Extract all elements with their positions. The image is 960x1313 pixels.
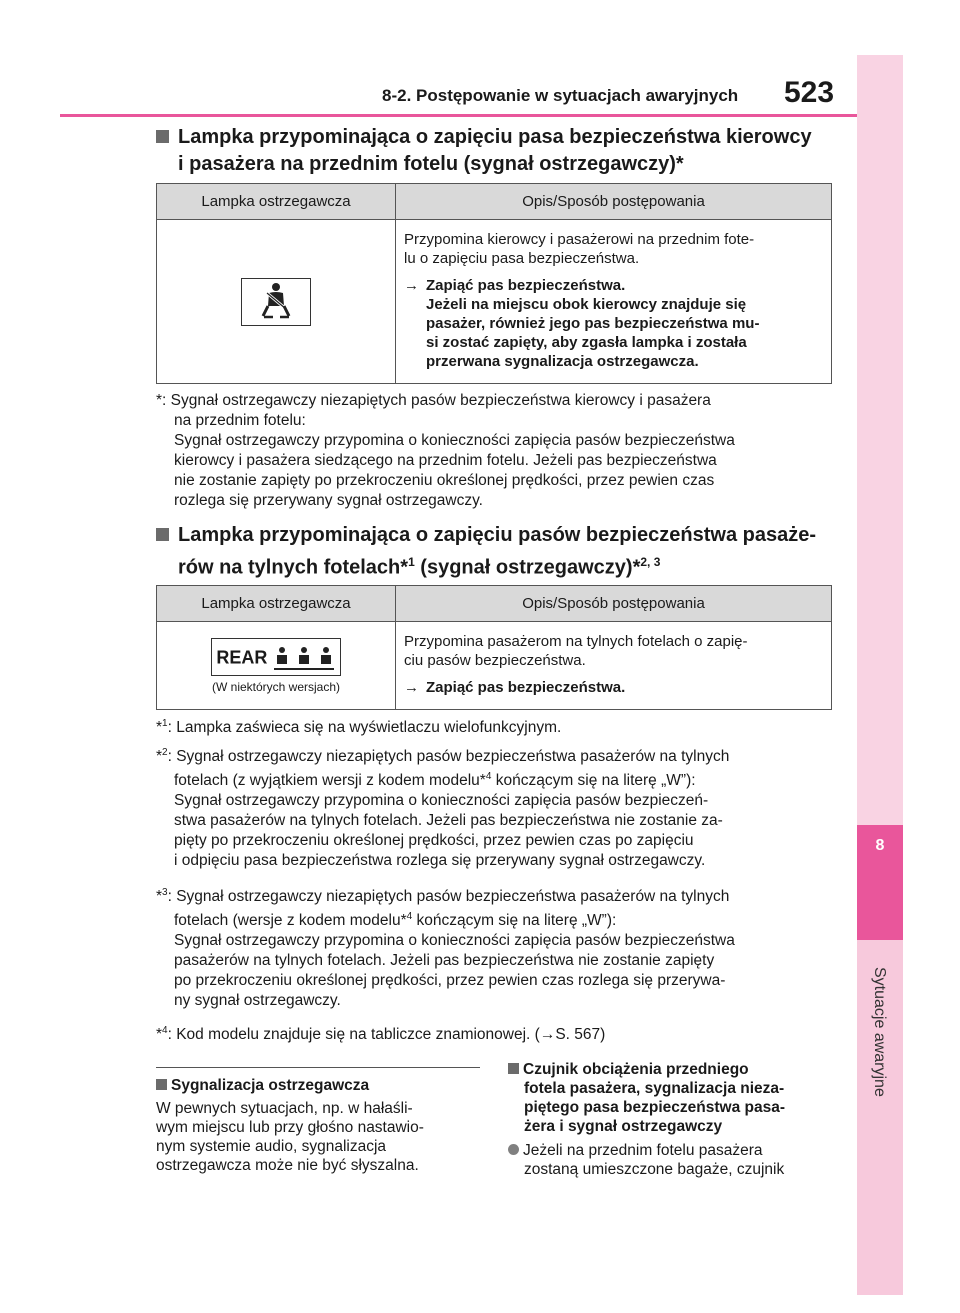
table1-col2-header: Opis/Sposób postępowania (396, 184, 832, 220)
footnote-line: Sygnał ostrzegawczy przypomina o konieczności zapięcia pasów bezpieczeń- (174, 792, 709, 810)
footnote-marker: * (156, 1026, 163, 1044)
footnote-line: Sygnał ostrzegawczy niezapiętych pasów bezpieczeństwa kierowcy i pasażera (170, 392, 711, 409)
section2-title-line1: Lampka przypominająca o zapięciu pasów bezpieczeństwa pasaże- (178, 524, 816, 546)
footnote-ref: 2, 3 (640, 555, 661, 569)
icon-caption: (W niektórych wersjach) (211, 679, 341, 694)
footnote-text: fotelach (z wyjątkiem wersji z kodem modelu* (174, 772, 486, 790)
footnote-1 (156, 714, 832, 738)
note-heading: żera i sygnał ostrzegawczy (524, 1118, 723, 1135)
note-heading: fotela pasażera, sygnalizacja nieza- (524, 1080, 785, 1097)
section1-title-line2: i pasażera na przednim fotelu (sygnał ostrzegawczy)* (178, 153, 684, 175)
warning-table-2 (156, 585, 832, 710)
footnote-text: kończącym się na literę „W”): (412, 912, 617, 930)
footnote-4 (156, 1021, 832, 1045)
table1-action-line: przerwana sygnalizacja ostrzegawcza. (426, 353, 699, 370)
footnote-line: rozlega się przerywany sygnał ostrzegawczy. (174, 492, 483, 509)
table2-description-line: ciu pasów bezpieczeństwa. (404, 652, 586, 669)
table1-description-line: lu o zapięciu pasa bezpieczeństwa. (404, 250, 640, 267)
footnote-line: po przekroczeniu określonej prędkości, przez pewien czas rozlega się przerywa- (174, 972, 726, 990)
table1-description-line: Przypomina kierowcy i pasażerowi na przednim fote- (404, 231, 755, 248)
table2-action-text: Zapiąć pas bezpieczeństwa. (426, 679, 626, 696)
table1-description-cell (396, 220, 832, 384)
arrow-icon: → (539, 1026, 556, 1044)
note-line: zostaną umieszczone bagaże, czujnik (524, 1161, 785, 1178)
note-heading: Sygnalizacja ostrzegawcza (171, 1077, 370, 1094)
footnote-number: 1 (162, 718, 168, 729)
note-line: wym miejscu lub przy głośno nastawio- (156, 1119, 424, 1136)
table1-icon-cell (157, 220, 396, 384)
section2-title-line2 (156, 549, 816, 582)
note-heading: piętego pasa bezpieczeństwa pasa- (524, 1099, 786, 1116)
footnote-text: : Kod modelu znajduje się na tabliczce znamionowej. ( (167, 1026, 540, 1044)
chapter-number: 8 (875, 837, 885, 854)
table2-col2-header: Opis/Sposób postępowania (396, 586, 832, 622)
rear-label: REAR (216, 647, 268, 667)
page-number: 523 (784, 76, 835, 109)
sidebar-background (857, 55, 903, 825)
note-line: ostrzegawcza może nie być słyszalna. (156, 1157, 419, 1174)
footnote-line: pasażerów na tylnych fotelach. Jeżeli pas bezpieczeństwa nie zostanie zapięty (174, 952, 715, 970)
footnote-number: 3 (162, 887, 168, 898)
section1-title-line1: Lampka przypominająca o zapięciu pasa bezpieczeństwa kierowcy (178, 126, 812, 148)
footnote-marker: * (156, 888, 163, 906)
footnote-number: 4 (162, 1025, 168, 1036)
table2-icon-cell (157, 622, 396, 710)
footnote-text: fotelach (wersje z kodem modelu* (174, 912, 407, 930)
footnote-text: : Lampka zaświeca się na wyświetlaczu wielofunkcyjnym. (167, 719, 562, 737)
header-divider (60, 114, 857, 117)
square-bullet-icon (156, 528, 169, 541)
footnote-ref: 1 (408, 555, 415, 569)
square-bullet-icon (156, 130, 169, 143)
footnote-marker: * (156, 748, 163, 766)
page-reference-link[interactable]: S. 567) (555, 1026, 606, 1044)
notes-divider (156, 1067, 480, 1068)
table2-action (404, 678, 825, 697)
note-heading: Czujnik obciążenia przedniego (523, 1061, 749, 1078)
note-line: Jeżeli na przednim fotelu pasażera (523, 1142, 763, 1159)
circle-bullet-icon (508, 1144, 519, 1155)
arrow-icon: → (404, 679, 419, 696)
footnote-3 (156, 883, 832, 1011)
footnote-line: na przednim fotelu: (174, 412, 306, 429)
note-line: nym systemie audio, sygnalizacja (156, 1138, 387, 1155)
chapter-sidebar (857, 55, 903, 1295)
section1-footnote (156, 391, 832, 511)
footnote-marker: *: (156, 392, 167, 409)
footnote-2 (156, 743, 832, 871)
footnote-marker: * (156, 719, 163, 737)
warning-table-1 (156, 183, 832, 384)
table1-action-line: Zapiąć pas bezpieczeństwa. (426, 277, 626, 294)
table1-action-line: Jeżeli na miejscu obok kierowcy znajduje się (426, 296, 747, 313)
chapter-title: Sytuacje awaryjne (871, 967, 888, 1097)
footnote-line: Sygnał ostrzegawczy przypomina o konieczności zapięcia pasów bezpieczeństwa (174, 432, 735, 449)
table2-description-cell (396, 622, 832, 710)
footnote-line: kierowcy i pasażera siedzącego na przednim fotelu. Jeżeli pas bezpieczeństwa (174, 452, 717, 469)
table1-action-line: pasażer, również jego pas bezpieczeństwa mu- (426, 315, 760, 332)
table1-action (404, 276, 825, 371)
table2-description-line: Przypomina pasażerom na tylnych fotelach o zapię- (404, 633, 748, 650)
table1-action-line: si zostać zapięty, aby zgasła lampka i została (426, 334, 747, 351)
square-bullet-icon (508, 1063, 519, 1074)
footnote-line (156, 767, 832, 791)
note-right (508, 1060, 838, 1179)
seatbelt-icon (241, 278, 311, 326)
section-header: 8-2. Postępowanie w sytuacjach awaryjnych (382, 86, 739, 105)
table2-col1-header: Lampka ostrzegawcza (157, 586, 396, 622)
footnote-line: nie zostanie zapięty po przekroczeniu określonej prędkości, przez pewien czas (174, 472, 715, 489)
note-left (156, 1076, 486, 1175)
section2-heading (156, 522, 816, 582)
footnote-line: Sygnał ostrzegawczy przypomina o konieczności zapięcia pasów bezpieczeństwa (174, 932, 735, 950)
footnote-text: : Sygnał ostrzegawczy niezapiętych pasów bezpieczeństwa pasażerów na tylnych (167, 748, 730, 766)
note-line: W pewnych sytuacjach, np. w hałaśli- (156, 1100, 413, 1117)
footnote-line: i odpięciu pasa bezpieczeństwa rozlega się przerywany sygnał ostrzegawczy. (174, 852, 706, 870)
arrow-icon: → (404, 277, 419, 294)
footnote-number: 2 (162, 747, 168, 758)
footnote-line: pięty po przekroczeniu określonej prędkości, przez pewien czas po zapięciu (174, 832, 694, 850)
section2-title-part: rów na tylnych fotelach* (178, 556, 409, 579)
section1-heading (156, 124, 812, 178)
section2-title-part: (sygnał ostrzegawczy)* (414, 556, 641, 579)
footnote-text: : Sygnał ostrzegawczy niezapiętych pasów bezpieczeństwa pasażerów na tylnych (167, 888, 730, 906)
footnote-ref: 4 (406, 911, 413, 923)
footnote-line: stwa pasażerów na tylnych fotelach. Jeżeli pas bezpieczeństwa nie zostanie za- (174, 812, 723, 830)
rear-seatbelt-icon (211, 638, 340, 676)
footnote-line: ny sygnał ostrzegawczy. (174, 992, 341, 1010)
square-bullet-icon (156, 1079, 167, 1090)
table1-col1-header: Lampka ostrzegawcza (157, 184, 396, 220)
footnote-ref: 4 (485, 771, 492, 783)
footnote-text: kończącym się na literę „W”): (491, 772, 696, 790)
footnote-line (156, 907, 832, 931)
